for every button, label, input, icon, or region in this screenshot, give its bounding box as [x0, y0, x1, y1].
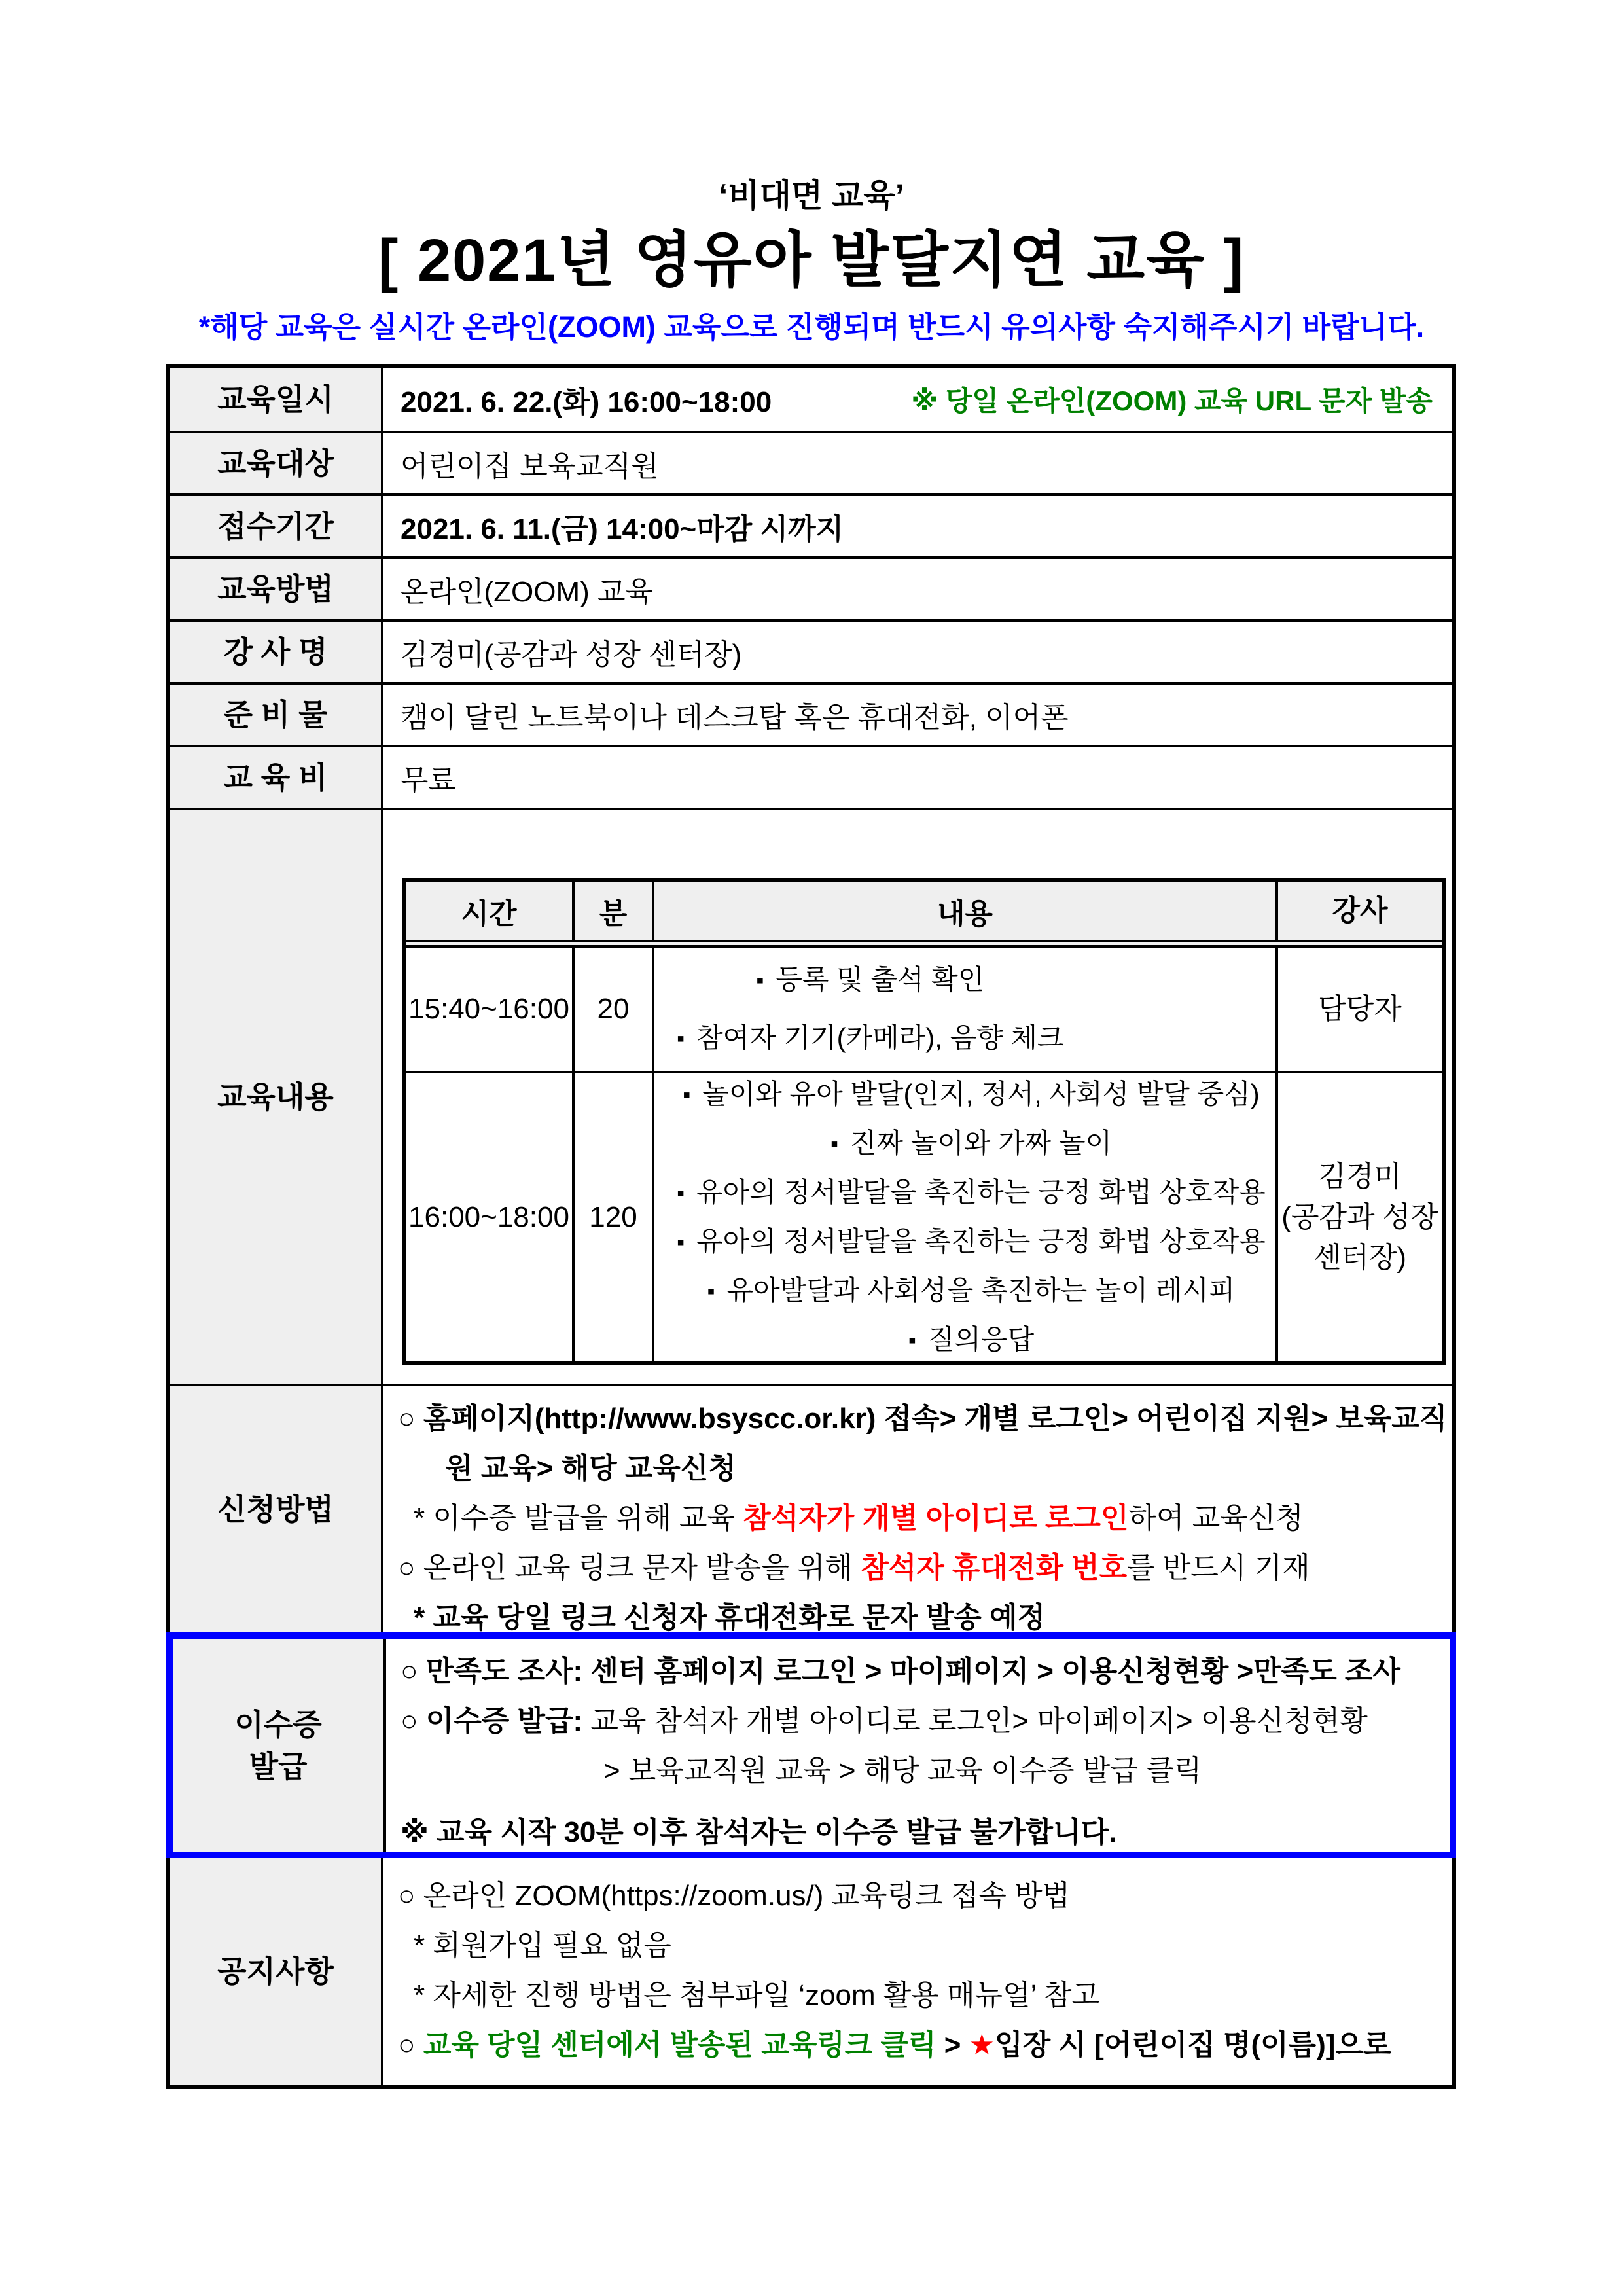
row-value-cell [383, 747, 1452, 808]
row-label: 접수기간 [170, 496, 383, 556]
schedule-lecturer: 담당자 [1318, 993, 1402, 1025]
notice-line-entry [398, 2020, 1439, 2070]
cert-line-issue-path [401, 1696, 1436, 1746]
text-segment: * 이수증 발급을 위해 교육 [414, 1502, 743, 1534]
row-label: 교육대상 [170, 433, 383, 493]
row-label: 준 비 물 [170, 685, 383, 745]
schedule-lecturer [1278, 1073, 1442, 1361]
row-value-cell [383, 622, 1452, 682]
schedule-bullet-list [654, 951, 1064, 1067]
education-target-value: 어린이집 보육교직원 [401, 450, 659, 482]
application-method-cell [383, 1386, 1460, 1632]
label-line: 발급 [249, 1749, 308, 1784]
text-segment: ○ 온라인 교육 링크 문자 발송을 위해 [398, 1552, 861, 1584]
label-line: 이수증 [234, 1707, 322, 1742]
table-row-education-content [170, 808, 1452, 1384]
apply-line-sms-notice: * 교육 당일 링크 신청자 휴대전화로 문자 발송 예정 [414, 1602, 1045, 1634]
row-value-cell [383, 685, 1452, 745]
lecturer-line: 센터장) [1313, 1242, 1407, 1274]
table-row-notice [170, 1858, 1452, 2085]
apply-line-phone-number [398, 1543, 1447, 1593]
row-label: 교 육 비 [170, 747, 383, 808]
text-segment-red: 참석자가 개별 아이디로 로그인 [743, 1502, 1129, 1534]
text-segment: > [936, 2029, 969, 2061]
table-row-preparation [170, 682, 1452, 745]
table-row-education-date [170, 368, 1452, 431]
text-segment-bold: ○ 이수증 발급: [401, 1705, 583, 1737]
apply-line-certificate-login [398, 1494, 1447, 1543]
table-row-education-target [170, 431, 1452, 493]
notice-line-manual: * 자세한 진행 방법은 첨부파일 ‘zoom 활용 매뉴얼’ 참고 [414, 1979, 1100, 2011]
text-segment: 교육 참석자 개별 아이디로 로그인> 마이페이지> 이용신청현황 [582, 1705, 1368, 1737]
schedule-header-content: 내용 [654, 882, 1278, 940]
document-subtitle-top: ‘비대면 교육’ [719, 177, 904, 214]
table-row-lecturer-name [170, 619, 1452, 682]
cert-line-survey: ○ 만족도 조사: 센터 홈페이지 로그인 > 마이페이지 > 이용신청현황 >만족도 조사 [401, 1655, 1400, 1687]
schedule-time: 16:00~18:00 [406, 1073, 575, 1361]
row-label: 강 사 명 [170, 622, 383, 682]
notice-subtitle: *해당 교육은 실시간 온라인(ZOOM) 교육으로 진행되며 반드시 유의사항 숙지해주시기 바랍니다. [198, 310, 1425, 344]
row-value-cell [383, 496, 1452, 556]
text-segment-bold: 입장 시 [어린이집 명(이름)]으로 [995, 2029, 1391, 2061]
text-segment-green: 교육 당일 센터에서 발송된 교육링크 클릭 [423, 2029, 936, 2061]
bullet-item: ▪ 놀이와 유아 발달(인지, 정서, 사회성 발달 중심) [677, 1070, 1266, 1119]
apply-line-homepage-wrap: 원 교육> 해당 교육신청 [445, 1452, 736, 1484]
schedule-bullet-list [654, 1070, 1266, 1365]
schedule-table [402, 878, 1446, 1365]
table-row-education-method [170, 556, 1452, 619]
fee-value: 무료 [401, 764, 457, 797]
row-value-cell [383, 433, 1452, 493]
education-date-value: 2021. 6. 22.(화) 16:00~18:00 [401, 386, 772, 418]
schedule-minutes: 120 [575, 1073, 654, 1361]
row-label: 교육방법 [170, 559, 383, 619]
bullet-item: ▪ 유아발달과 사회성을 촉진하는 놀이 레시피 [677, 1266, 1266, 1316]
schedule-time: 15:40~16:00 [406, 948, 575, 1071]
bullet-item: ▪ 유아의 정서발달을 촉진하는 긍정 화법 상호작용 [677, 1217, 1266, 1266]
zoom-url-note: ※ 당일 온라인(ZOOM) 교육 URL 문자 발송 [911, 386, 1433, 416]
schedule-header-minutes: 분 [575, 882, 654, 940]
schedule-cell [383, 810, 1452, 1384]
row-label [173, 1639, 386, 1852]
bullet-item: ▪ 등록 및 출석 확인 [677, 951, 1064, 1009]
table-row-application-method [170, 1384, 1452, 1632]
page-title: [ 2021년 영유아 발달지연 교육 ] [378, 227, 1245, 294]
text-segment: ○ [398, 2029, 423, 2061]
lecturer-line: (공감과 성장 [1281, 1201, 1438, 1233]
notice-line-no-signup: * 회원가입 필요 없음 [414, 1929, 671, 1962]
star-icon: ★ [969, 2029, 995, 2061]
bullet-item: ▪ 참여자 기기(카메라), 음향 체크 [677, 1009, 1064, 1067]
education-method-value: 온라인(ZOOM) 교육 [401, 576, 654, 608]
row-label: 신청방법 [170, 1386, 383, 1632]
row-label: 교육내용 [170, 810, 383, 1384]
text-segment-red: 참석자 휴대전화 번호 [861, 1552, 1128, 1584]
table-row-fee [170, 745, 1452, 808]
notice-line-zoom-link: ○ 온라인 ZOOM(https://zoom.us/) 교육링크 접속 방법 [398, 1880, 1071, 1912]
schedule-header-time: 시간 [406, 882, 575, 940]
row-label: 교육일시 [170, 368, 383, 431]
schedule-header-row [406, 882, 1442, 948]
table-row-certificate-issue [166, 1632, 1456, 1858]
lecturer-line: 김경미 [1318, 1160, 1402, 1193]
row-value-cell [383, 559, 1452, 619]
schedule-minutes: 20 [575, 948, 654, 1071]
schedule-content [654, 948, 1278, 1071]
row-label: 공지사항 [170, 1858, 383, 2085]
schedule-row-2 [406, 1073, 1442, 1361]
schedule-content [654, 1073, 1278, 1361]
cert-line-issue-path-wrap: > 보육교직원 교육 > 해당 교육 이수증 발급 클릭 [603, 1755, 1202, 1787]
notice-cell [383, 1858, 1452, 2085]
cert-line-warning: ※ 교육 시작 30분 이후 참석자는 이수증 발급 불가합니다. [401, 1816, 1117, 1848]
text-segment: 를 반드시 기재 [1127, 1552, 1310, 1584]
certificate-issue-cell [386, 1639, 1450, 1852]
table-row-application-period [170, 493, 1452, 556]
bullet-item: ▪ 진짜 놀이와 가짜 놀이 [677, 1119, 1266, 1168]
schedule-header-lecturer: 강사 [1332, 895, 1388, 927]
text-segment: 하여 교육신청 [1128, 1502, 1304, 1534]
row-value-cell [383, 368, 1452, 431]
application-period-value: 2021. 6. 11.(금) 14:00~마감 시까지 [401, 513, 844, 545]
lecturer-name-value: 김경미(공감과 성장 센터장) [401, 639, 742, 671]
preparation-value: 캠이 달린 노트북이나 데스크탑 혹은 휴대전화, 이어폰 [401, 702, 1069, 734]
schedule-row-1 [406, 948, 1442, 1073]
education-info-table [166, 364, 1456, 2089]
apply-line-homepage: ○ 홈페이지(http://www.bsyscc.or.kr) 접속> 개별 로그인> 어린이집 지원> 보육교직 [398, 1403, 1448, 1435]
bullet-item: ▪ 질의응답 [677, 1316, 1266, 1365]
bullet-item: ▪ 유아의 정서발달을 촉진하는 긍정 화법 상호작용 [677, 1168, 1266, 1217]
